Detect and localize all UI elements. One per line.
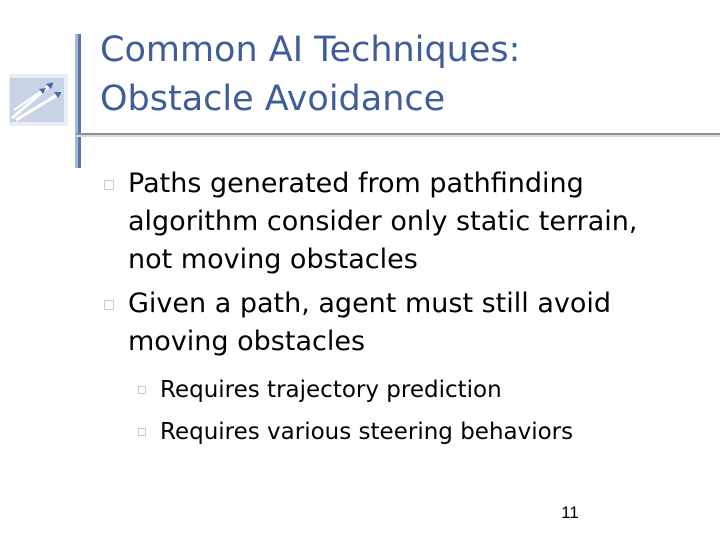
bullet-text-line: algorithm consider only static terrain, bbox=[128, 206, 638, 237]
bullet-text-line: Paths generated from pathfinding bbox=[128, 168, 584, 199]
title-accent-bar bbox=[78, 34, 81, 168]
bullet-text-line: not moving obstacles bbox=[128, 244, 418, 275]
bullet-item bbox=[104, 285, 704, 361]
sub-bullet-text: Requires various steering behaviors bbox=[160, 419, 574, 445]
square-bullet-icon bbox=[138, 386, 146, 394]
page-number: 11 bbox=[561, 503, 579, 522]
title-divider-shadow bbox=[76, 135, 720, 137]
bullet-item bbox=[104, 165, 704, 279]
slide-title-line: Common AI Techniques: bbox=[100, 30, 521, 70]
sub-bullet-text: Requires trajectory prediction bbox=[160, 377, 502, 403]
bullet-text-line: moving obstacles bbox=[128, 326, 366, 357]
slide-title bbox=[100, 26, 700, 124]
square-bullet-icon bbox=[104, 180, 114, 190]
slide-title-line: Obstacle Avoidance bbox=[100, 79, 446, 119]
arrows-logo-icon bbox=[6, 70, 68, 126]
bullet-text-line: Given a path, agent must still avoid bbox=[128, 288, 612, 319]
square-bullet-icon bbox=[138, 428, 146, 436]
bullet-list bbox=[104, 165, 704, 361]
sub-bullet-list bbox=[138, 369, 698, 453]
sub-bullet-item bbox=[138, 411, 698, 453]
sub-bullet-item bbox=[138, 369, 698, 411]
square-bullet-icon bbox=[104, 300, 114, 310]
